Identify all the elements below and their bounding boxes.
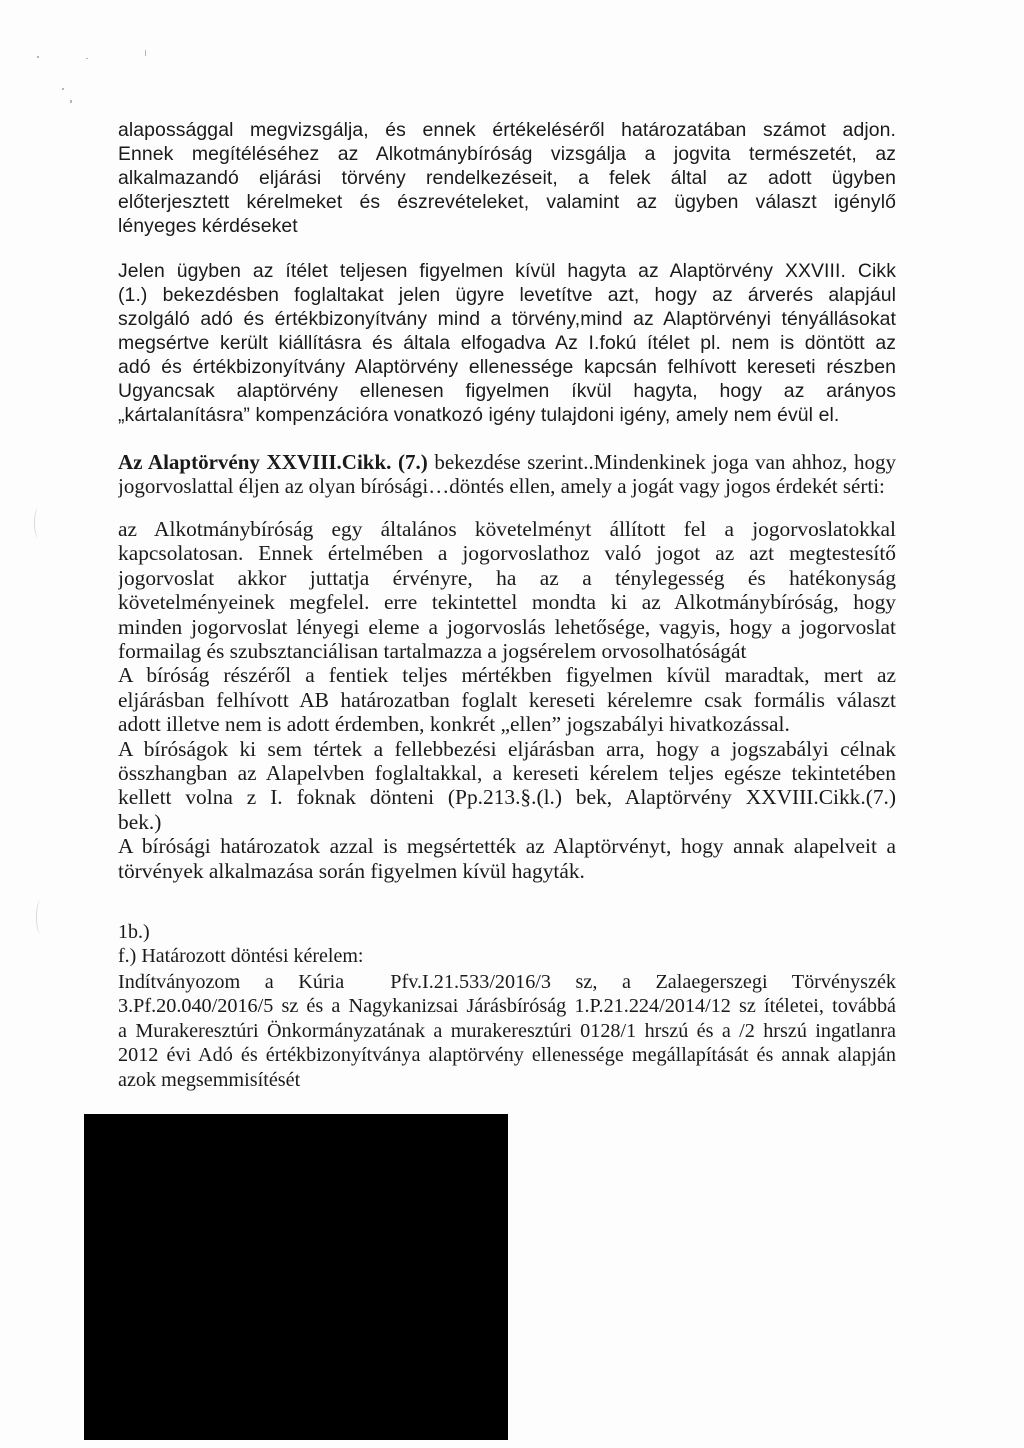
text-line: kellett volna z I. foknak dönteni (Pp.213.§.(l.) bek, Alaptörvény XXVIII.Cikk.(7.) [118,785,896,810]
scan-speck [145,50,146,56]
request-paragraph [118,970,896,1092]
text-line: jogorvoslat akkor juttatja érvényre, ha az a ténylegesség és hatékonyság [118,565,896,590]
text-line: A bírósági határozatok azzal is megsértették az Alaptörvényt, hogy annak alapelveit a [118,834,896,859]
redaction-block [84,1114,508,1440]
text-line: előterjesztett kérelmeket és észrevételeket, valamint az ügyben választ igénylő [118,191,896,213]
paragraph-2 [118,259,896,427]
text-line: törvények alkalmazása során figyelmen kívül hagyták. [118,858,585,883]
law-quote [118,450,896,499]
scan-margin-mark [34,508,43,538]
quote-text: bekezdése szerint..Mindenkinek joga van ahhoz, hogy [427,450,896,474]
text-line: formailag és szubsztanciálisan tartalmazza a jogsérelem orvosolhatóságát [118,639,747,664]
text-line: minden jogorvoslat lényegi eleme a jogorvoslás lehetősége, vagyis, hogy a jogorvoslat [118,614,896,639]
scan-speck [37,56,39,58]
text-line: A bíróságok ki sem tértek a fellebbezési eljárásban arra, hogy a jogszabályi célnak [118,736,896,761]
argument-body [118,517,896,883]
text-line: 3.Pf.20.040/2016/5 sz és a Nagykanizsai Járásbíróság 1.P.21.224/2014/12 sz ítéletei, továbbá [118,995,896,1018]
text-line: szolgáló adó és értékbizonyítvány mind a törvény,mind az Alaptörvényi tényállásokat [118,308,896,330]
text-line: követelményeinek megfelel. erre tekintettel mondta ki az Alkotmánybíróság, hogy [118,590,896,615]
scan-speck [70,100,72,103]
scan-speck [86,58,88,59]
text-line: Ugyancsak alaptörvény ellenesen figyelmen íkvül hagyta, hogy az arányos [118,380,896,402]
text-line [118,970,896,994]
text-line: 2012 évi Adó és értékbizonyítványa alaptörvény ellenessége megállapítását és annak alapján [118,1044,896,1067]
section-heading: f.) Határozott döntési kérelem: [118,945,364,968]
text-line: kapcsolatosan. Ennek értelmében a jogorvoslathoz való jogot az azt megtestesítő [118,541,896,566]
scan-margin-mark [36,900,45,934]
text-line: összhangban az Alapelvben foglaltakkal, a kereseti kérelem teljes egésze tekintetében [118,761,896,786]
text-line: A bíróság részéről a fentiek teljes mértékben figyelmen kívül maradtak, mert az [118,663,896,688]
text-line: bek.) [118,809,162,834]
text-line [118,450,896,474]
text-line: jogorvoslattal éljen az olyan bírósági…döntés ellen, amely a jogát vagy jogos érdekét sérti: [118,474,885,499]
request-case-list: Pfv.I.21.533/2016/3 sz, a Zalaegerszegi Törvényszék [390,971,896,993]
text-line: az Alkotmánybíróság egy általános követelményt állított fel a jogorvoslatokkal [118,517,896,541]
paragraph-1 [118,118,896,238]
request-intro: Indítványozom a Kúria [118,971,345,993]
text-line: a Murakeresztúri Önkormányzatának a murakeresztúri 0128/1 hrszú és a /2 hrszú ingatlanra [118,1019,896,1042]
text-line: alapossággal megvizsgálja, és ennek értékeléséről határozatában számot adjon. [118,119,896,141]
text-line: „kártalanításra” kompenzációra vonatkozó igény tulajdoni igény, amely nem évül el. [118,404,840,426]
text-line: adott illetve nem is adott érdemben, konkrét „ellen” jogszabályi hivatkozással. [118,712,790,737]
text-line: (1.) bekezdésben foglaltakat jelen ügyre levetítve azt, hogy az árverés alapjául [118,284,896,306]
text-line: Ennek megítéléséhez az Alkotmánybíróság vizsgálja a jogvita természetét, az [118,143,896,165]
text-line: Jelen ügyben az ítélet teljesen figyelmen kívül hagyta az Alaptörvény XXVIII. Cikk [118,260,896,282]
law-reference: Az Alaptörvény XXVIII.Cikk. (7.) [118,450,428,474]
text-line: adó és értékbizonyítvány Alaptörvény ellenessége kapcsán felhívott kereseti részben [118,356,896,378]
section-header [118,920,896,969]
text-line: alkalmazandó eljárási törvény rendelkezéseit, a felek által az adott ügyben [118,167,896,189]
text-line: eljárásban felhívott AB határozatban foglalt kereseti kérelemre csak formális választ [118,687,896,712]
text-line: lényeges kérdéseket [118,215,298,237]
scan-speck [62,88,64,90]
text-line: megsértve került kiállításra és általa elfogadva Az I.fokú ítélet pl. nem is döntött az [118,332,896,354]
section-label: 1b.) [118,921,150,943]
text-line: azok megsemmisítését [118,1068,301,1091]
